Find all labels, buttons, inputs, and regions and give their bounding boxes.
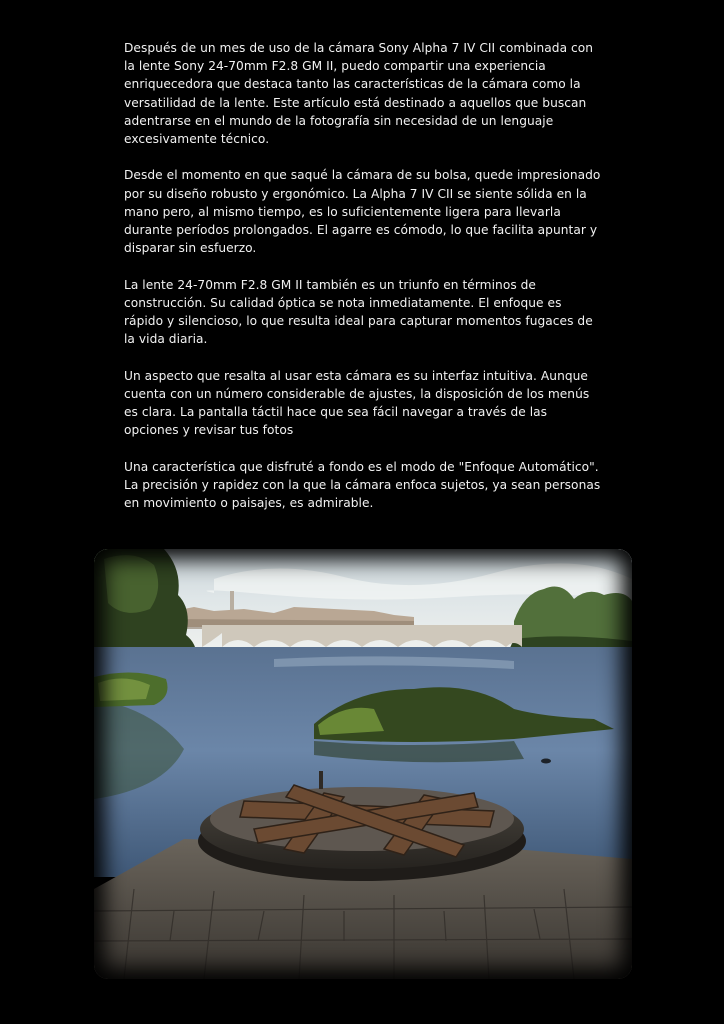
paragraph-design: Desde el momento en que saqué la cámara de su bolsa, quede impresionado por su diseño robusto y ergonómico. La Alpha 7 IV CII se siente sólida en la mano pero, al mismo tiempo, es lo suficientemente ligera para llevarla durante períodos prolongados. El agarre es cómodo, lo que facilita apuntar y disparar sin esfuerzo. bbox=[124, 168, 601, 256]
paragraph-autofocus: Una característica que disfruté a fondo es el modo de "Enfoque Automático". La precisión y rapidez con la que la cámara enfoca sujetos, ya sean personas en movimiento o paisajes, es admirable. bbox=[124, 459, 601, 511]
left-tree-highlight bbox=[104, 555, 158, 613]
photo-illustration bbox=[94, 549, 632, 979]
duck bbox=[541, 759, 551, 764]
well-post bbox=[319, 771, 323, 789]
article-body bbox=[124, 39, 602, 530]
paragraph-interface: Un aspecto que resalta al usar esta cámara es su interfaz intuitiva. Aunque cuenta con un número considerable de ajustes, la disposición de los menús es clara. La pantalla táctil hace que sea fácil navegar a través de las opciones y revisar tus fotos bbox=[124, 368, 590, 438]
paragraph-intro: Después de un mes de uso de la cámara Sony Alpha 7 IV CII combinada con la lente Sony 24-70mm F2.8 GM II, puedo compartir una experiencia enriquecedora que destaca tanto las características de la cámara como la versatilidad de la lente. Este artículo está destinado a aquellos que buscan adentrarse en el mundo de la fotografía sin necesidad de un lenguaje excesivamente técnico. bbox=[124, 41, 594, 147]
river-bridge-photo bbox=[94, 549, 632, 979]
bridge-deck bbox=[202, 625, 522, 633]
paragraph-lens: La lente 24-70mm F2.8 GM II también es un triunfo en términos de construcción. Su calidad óptica se nota inmediatamente. El enfoque es rápido y silencioso, lo que resulta ideal para capturar momentos fugaces de la vida diaria. bbox=[124, 277, 593, 347]
